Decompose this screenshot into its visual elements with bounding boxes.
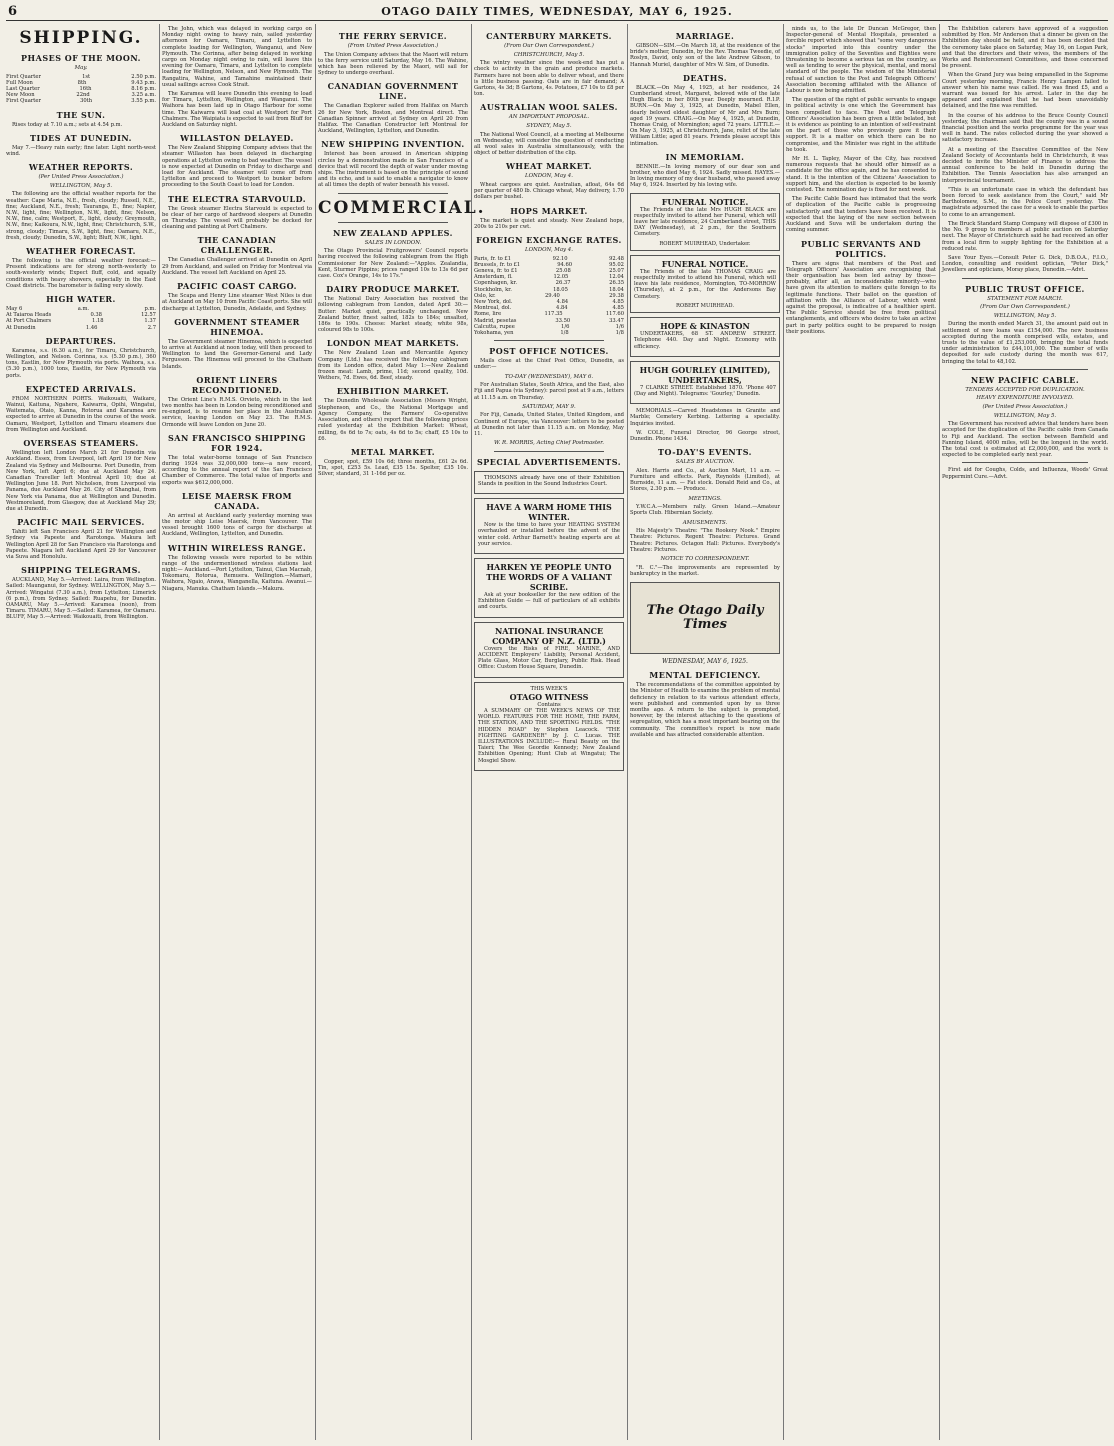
- notice-text: GIBSON—SIM.—On March 18, at the residence of the bride's mother, Dunedin, by the Rev. Thomas Tweedie, of Roslyn, David, only son of the late Andrew Gibson, to Hannah Muriel, daughter of Mrs W. Sim, of Dunedin.: [630, 43, 780, 68]
- article-heading: THE ELECTRA STARVOULD.: [167, 193, 307, 204]
- dateline: LONDON, May 4.: [525, 173, 573, 180]
- advertisement: HARKEN YE PEOPLE UNTO THE WORDS OF A VALIANT SCRIBE. Ask at your bookseller for the new edition of the Exhibition Guide — full of particulars of all exhibits and courts.: [474, 558, 624, 618]
- arrivals-text: FROM NORTHERN PORTS. Waikouaiti, Waikare, Wainui, Kaituna, Ngahere, Kaiwarra, Opihi, Wingatui, Waitemata, Otaio, Kanna, Rotorua and Karamea are expected to arrive at Dunedin in the course of the week. Oamaru, Westport, Lyttelton and Timaru steamers due from Wellington and Auckland.: [6, 395, 156, 433]
- article-text: The wintry weather since the week-end has put a check to activity in the grain and produce markets. Farmers have not been able to deliver wheat, and there is little business passing. Oats are in fair demand; A Gartons, 4s 3d; B Gartons, 4s. Potatoes, £7 10s to £8 per ton.: [474, 60, 624, 98]
- article-heading: DAIRY PRODUCE MARKET.: [326, 284, 460, 295]
- moon-table: [6, 74, 156, 105]
- dateline: WELLINGTON, May 5.: [993, 312, 1057, 319]
- article-heading: NEW SHIPPING INVENTION.: [321, 139, 465, 150]
- article-heading: ORIENT LINERS RECONDITIONED.: [191, 374, 283, 395]
- article-text: The Otago Provincial Fruitgrowers' Council reports having received the following cablegram from the High Commissioner for New Zealand:—"Apples. Zealandia, Kent, Sturmer Pippins; prices ranged 10s to 13s 6d per case. Cox's Orange, 14s to 17s.": [318, 248, 468, 280]
- tides-heading: TIDES AT DUNEDIN.: [30, 132, 132, 143]
- article-text: For Australian States, South Africa, and the East, also Fiji and Papua (via Sydney): parcel post at 9 a.m., letters at 11.15 a.m. on Thursday.: [474, 382, 624, 401]
- column-news: [942, 26, 1108, 1440]
- article-sub: SALES IN LONDON.: [364, 239, 422, 246]
- article-text: For Fiji, Canada, United States, United Kingdom, and Continent of Europe, via Vancouver: letters to be posted at Dunedin not later than 11.15 a.m. on Monday, May 11.: [474, 412, 624, 438]
- tides-text: May 7.—Heavy rain early; fine later. Light north-west wind.: [6, 144, 156, 158]
- article-text: The Canadian Challenger arrived at Dunedin on April 29 from Auckland, and sailed on Friday for Montreal via Auckland. The vessel left Auckland on April 25.: [162, 257, 312, 276]
- article-heading: FOREIGN EXCHANGE RATES.: [476, 235, 622, 246]
- divider: [494, 451, 604, 452]
- table-row: New York, dol. 4.84 4.85: [474, 299, 624, 306]
- table-row: Paris, fr. to £1 92.10 92.48: [474, 255, 624, 262]
- table-row: New Moon 22nd 3.25 a.m.: [6, 92, 156, 99]
- sun-heading: THE SUN.: [56, 109, 106, 120]
- editorial-text: The question of the right of public servants to engage in political activity is one which the Government has been compelled to face. The Post and Telegraph Officers' Association has been given a little belated, but it is evidence as pointing to an intention of self-restraint on the part of those who previously gave it their support. It is a matter on which there can be no compromise, and the Minister was right in the attitude he took.: [786, 97, 936, 153]
- notice-text: BENNIE.—In loving memory of our dear son and brother, who died May 6, 1924. Sadly missed. HAYES.—In loving memory of my dear husband, who passed away May 6, 1924. Inserted by his loving wife.: [630, 163, 780, 189]
- table-row: Amsterdam, fl. 12.05 12.04: [474, 274, 624, 281]
- article-heading: WITHIN WIRELESS RANGE.: [167, 542, 307, 553]
- editorial-text: The Pacific Cable Board has intimated that the work of duplication of the Pacific cable is progressing satisfactorily and that tenders have been received. It is expected that the laying of the new section between Auckland and Suva will be undertaken during the coming summer.: [786, 196, 936, 234]
- vignette-title: The Otago Daily Times: [646, 602, 764, 632]
- dateline: WELLINGTON, May 5.: [993, 412, 1057, 419]
- article-sub: AN IMPORTANT PROPOSAL.: [508, 114, 590, 121]
- article-sub: SALES BY AUCTION.: [675, 459, 735, 466]
- post-day: TO-DAY (WEDNESDAY), MAY 6.: [504, 373, 594, 380]
- article-heading: THE CANADIAN CHALLENGER.: [197, 235, 277, 256]
- article-text: The National Wool Council, at a meeting at Melbourne on Wednesday, will consider the question of conducting all wool sales in Australia simultaneously, with the object of better distribution of the clip.: [474, 131, 624, 157]
- pacific-mail-heading: PACIFIC MAIL SERVICES.: [17, 517, 145, 528]
- news-paragraph: When the Grand Jury was being empanelled in the Supreme Court yesterday morning, Francis Henry Lampen failed to answer when his name was called. He was fined £5, and a warrant was issued for his arrest. Later in the day he appeared and explained that he had been unavoidably detained, and the fine was remitted.: [942, 72, 1108, 110]
- article-text: His Majesty's Theatre: "The Rookery Nook." Empire Theatre: Pictures. Regent Theatre: Pictures. Grand Theatre: Pictures. Octagon Hall: Pictures. Everybody's Theatre: Pictures.: [630, 528, 780, 553]
- article-sub: (From Our Own Correspondent.): [504, 43, 594, 49]
- article-text: The Canadian Explorer sailed from Halifax on March 26 for New York, Boston, and Montreal direct. The Canadian Spinner arrived at Sydney on April 20 from Halifax. The Canadian Constructor left Montreal for Auckland, Wellington, Lyttelton, and Dunedin.: [318, 103, 468, 135]
- exchange-table: [474, 256, 624, 337]
- divider: [494, 340, 604, 341]
- table-row: Rome, lire 117.35 117.60: [474, 311, 624, 318]
- arrivals-heading: EXPECTED ARRIVALS.: [25, 383, 137, 394]
- editorial-date: WEDNESDAY, MAY 6, 1925.: [662, 657, 748, 665]
- article-heading: EXHIBITION MARKET.: [336, 386, 450, 397]
- article-heading: WILLASTON DELAYED.: [180, 133, 294, 144]
- section-title-commercial: COMMERCIAL.: [318, 197, 486, 218]
- article-text: The Government steamer Hinemoa, which is expected to arrive at Auckland at noon today, will then proceed to Wellington to land the Governor-General and Lady Fergusson. The Hinemoa will proceed to the Chatham Islands.: [162, 338, 312, 370]
- post-day: SATURDAY, MAY 9.: [522, 403, 576, 410]
- article-text: The Greek steamer Electra Starvould is expected to be clear of her cargo of hardwood sleepers at Dunedin on Thursday. The vessel will probably be docked for cleaning and painting at Port Chalmers.: [162, 205, 312, 231]
- weather-sub: (Per United Press Association.): [38, 174, 124, 181]
- funeral-notice: FUNERAL NOTICE. The Friends of the late Mrs HUGH BLACK are respectfully invited to attend her Funeral, which will leave her late residence, 24 Cumberland street, THIS DAY (Wednesday), at 2 p.m., for the Southern Cemetery. ROBERT MUIRHEAD, Undertaker.: [630, 193, 780, 251]
- news-paragraph: At a meeting of the Executive Committee of the New Zealand Society of Accountants held in Christchurch, it was decided to invite the Minister of Finance to address the annual conference to be held in Dunedin during the Exhibition. The Tennis Association has also arranged an interprovincial tournament.: [942, 146, 1108, 184]
- divider: [338, 222, 448, 223]
- article-heading: LONDON MEAT MARKETS.: [326, 338, 460, 349]
- table-row: Geneva, fr. to £1 25.08 25.07: [474, 268, 624, 275]
- table-row: Last Quarter 16th 8.16 p.m.: [6, 86, 156, 92]
- table-row: Yokohama, yen 1/8 1/8: [474, 330, 624, 337]
- forecast-heading: WEATHER FORECAST.: [26, 246, 136, 257]
- masthead-vignette: [630, 582, 780, 654]
- telegrams-text: AUCKLAND, May 5.—Arrived: Laira, from Wellington. Sailed: Maunganui, for Sydney. WELLINGTON, May 5.—Arrived: Wingatui (7.30 a.m.), from Lyttelton; Limerick (6 p.m.), from Sydney. Sailed: Ruapehu, for Dunedin. OAMARU, May 5.—Arrived: Karamea (noon), from Timaru. TIMARU, May 5.—Sailed: Karamea, for Oamaru. BLUFF, May 5.—Arrived: Waikouaiti, from Wellington.: [6, 577, 156, 621]
- article-text: The New Zealand Loan and Mercantile Agency Company (Ltd.) has received the following cablegram from its London office, dated May 1:—New Zealand frozen meat: Lamb, prime, 11d; second quality, 10d. Wethers, 7d. Ewes, 6d. Beef, steady.: [318, 350, 468, 382]
- article-sub: (From United Press Association.): [347, 43, 439, 49]
- advertisement: HAVE A WARM HOME THIS WINTER. Now is the time to have your HEATING SYSTEM overhauled or installed before the advent of the winter cold. Arthur Barnett's heating experts are at your service.: [474, 498, 624, 554]
- advertisement: NATIONAL INSURANCE COMPANY OF N.Z. (LTD.) Covers the Risks of FIRE, MARINE, AND ACCIDENT. Employers' Liability, Personal Accident, Plate Glass, Motor Car, Burglary, Public Risk. Head Office: Custom House Square, Dunedin.: [474, 622, 624, 678]
- article-text: The New Zealand Shipping Company advises that the steamer Willaston has been delayed in discharging operations at Lyttelton owing to bad weather. The vessel is now expected at Dunedin on Friday to discharge and load for Auckland. The steamer will come off from Lyttelton and proceed to Westport to bunker before proceeding to the South Coast to load for London.: [162, 145, 312, 189]
- advertisement: HOPE & KINASTON UNDERTAKERS, 68 ST. ANDREW STREET. Telephone 440. Day and Night. Economy with efficiency.: [630, 317, 780, 357]
- marriage-heading: MARRIAGE.: [675, 31, 735, 41]
- column-shipping-news: [162, 26, 312, 1440]
- article-text: The Scapa and Henry Line steamer West Niles is due at Auckland on May 10 from Pacific Coast ports. She will discharge at Lyttelton, Dunedin, Adelaide, and Sydney.: [162, 293, 312, 312]
- deaths-heading: DEATHS.: [682, 72, 728, 83]
- table-row: Calcutta, rupee 1/6 1/6: [474, 323, 624, 330]
- dateline: CHRISTCHURCH, May 5.: [513, 51, 585, 58]
- table-row: At Port Chalmers 1.18 1.37: [6, 318, 156, 325]
- article-heading: WHEAT MARKET.: [505, 161, 593, 172]
- news-paragraph: Save Your Eyes.—Consult Peter G. Dick, D.B.O.A., F.I.O., London, consulting and resident optician, "Peter Dick," Jewellers and opticians, Moray place, Dunedin.—Advt.: [942, 254, 1108, 274]
- article-text: Mails close at the Chief Post Office, Dunedin, as under:—: [474, 358, 624, 371]
- weather-dateline: WELLINGTON, May 5.: [49, 182, 113, 189]
- divider: [962, 462, 1088, 463]
- article-heading: GOVERNMENT STEAMER HINEMOA.: [174, 316, 300, 337]
- column-rule: [939, 24, 940, 1440]
- section-title-shipping: SHIPPING.: [19, 28, 143, 48]
- news-paragraph: The Bruck Standard Stamp Company will dispose of £300 in the No. 9 group to members at public auction on Saturday next. The Mayor of Christchurch said he had received an offer from a local firm to supply lighting for the Exhibition at a reduced rate.: [942, 220, 1108, 252]
- column-rule: [471, 24, 472, 1440]
- article-text: The National Dairy Association has received the following cablegram from London, dated April 30:—Butter: Market quiet, practically unchanged. New Zealand butter, finest salted, 182s to 184s; unsalted, 186s to 190s. Cheese: Market steady, white 98s, coloured 98s to 100s.: [318, 296, 468, 334]
- article-sub: (Per United Press Association.): [982, 403, 1068, 410]
- funeral-notice: FUNERAL NOTICE. The Friends of the late THOMAS CRAIG are respectfully invited to attend his Funeral, which will leave his late residence, Mornington, TO-MORROW (Thursday), at 2 p.m., for the Andersons Bay Cemetery. ROBERT MUIRHEAD.: [630, 255, 780, 313]
- column-rule: [783, 24, 784, 1440]
- article-heading: PACIFIC COAST CARGO.: [177, 281, 297, 292]
- notice-text: BLACK.—On May 4, 1925, at her residence, 24 Cumberland street, Margaret, beloved wife of the late Hugh Black; in her 80th year. Deeply mourned. R.I.P. BURN.—On May 3, 1925, at Dunedin, Mabel Ellen, dearly beloved eldest daughter of Mr and Mrs Burn; aged 19 years. CRAIG.—On May 4, 1925, at Dunedin, Thomas Craig, of Mornington; aged 72 years. LITTLE.—On May 3, 1925, at Christchurch, Jane, relict of the late William Little; aged 81 years. Friends please accept this intimation.: [630, 84, 780, 147]
- article-heading: AUSTRALIAN WOOL SALES.: [480, 102, 618, 113]
- dateline: SYDNEY, May 5.: [526, 123, 572, 129]
- divider: [962, 369, 1088, 370]
- editorial-text: The recommendations of the committee appointed by the Minister of Health to examine the problem of mental deficiency in relation to its various attendant effects, were published and commented upon by us three months ago. A return to the subject is prompted, however, by the interest attaching to the questions of segregation, which has a most important bearing on the community. The committee's report is now made available and has attracted considerable attention.: [630, 682, 780, 738]
- divider: [338, 193, 448, 194]
- editorial-text: ninds us, to the late Dr Duncan McGregor, then Inspector-general of Mental Hospitals, presented a forcible report which showed that "some very dangerous stocks" imported into this country under the immigration policy of the Seventies and Eighties were threatening to become a serious tax on the country, as well as tending to sever the physical, mental, and moral standard of the people. The wisdom of the Ministerial refusal of sanction to the Post and Telegraph Officers' Association becoming affiliated with the Alliance of Labour is now being admitted.: [786, 26, 936, 95]
- column-commercial: [318, 26, 486, 1440]
- article-text: The Government has received advice that tenders have been accepted for the duplication of the Pacific cable from Canada to Fiji and Auckland. The section between Bamfield and Fanning Island, 4000 miles, will be the longest in the world. The total cost is estimated at £2,000,000, and the work is expected to be completed early next year.: [942, 421, 1109, 459]
- table-row: Brussels, fr. to £1 94.60 95.02: [474, 261, 624, 268]
- news-paragraph: The Exhibition caterers have approved of a suggestion submitted by Hon. Mr Anderson that a dinner be given on the Exhibition day should be held, and it has been decided that the ceremony take place on Saturday, May 16, on Logan Park, and that the directors and their wives, the members of the Works and Reinforcement Committees, and those concerned be present.: [942, 26, 1108, 70]
- table-row: First Quarter 30th 3.55 p.m.: [6, 98, 156, 105]
- article-heading: THE FERRY SERVICE.: [338, 31, 448, 41]
- sun-text: Rises today at 7.10 a.m.; sets at 4.54 p.m.: [12, 121, 123, 128]
- article-sub: MEETINGS.: [688, 495, 722, 502]
- table-row: First Quarter 1st 2.50 p.m.: [6, 73, 156, 80]
- advertisement-otago-witness: THIS WEEK'S OTAGO WITNESS Contains A SUMMARY OF THE WEEK'S NEWS OF THE WORLD. FEATURES FOR THE HOME, THE FARM, THE STATION, AND THE SPORTING FIELDS. "THE HIDDEN ROAD" by Stephen Leacock. "THE FIGHTING GARDENER" by J. C. Lucas. THE ILLUSTRATIONS INCLUDE:— Rural Beauty on the Taieri; The Wee Geordie Kennedy; New Zealand Exhibition Opening; Hunt Club at Wingatui; The Mosgiel Show.: [474, 682, 624, 771]
- forecast-text: The following is the official weather forecast:—Present indications are for strong north-westerly to south-westerly winds; Expect fluff, cold, and squally conditions with heavy showers, especially in the East Coast districts. The barometer is falling very slowly.: [6, 258, 156, 289]
- column-shipping: [6, 26, 156, 1440]
- table-row: Oslo, kr. 29.40 29.38: [474, 292, 624, 299]
- editorial-text: There are signs that members of the Post and Telegraph Officers' Association are recognising that their organisation has been led astray by those—probably, after all, an inconsiderable minority—who have given its attention to matters quite foreign to its legitimate functions. Their ballot on the question of affiliation with the Alliance of Labour, which went against the proposal, is indicative of a healthier spirit. The Public Service should be free from political entanglements, and officers who desire to take an active part in party politics ought to be prepared to resign their positions.: [786, 260, 936, 335]
- article-heading: NEW ZEALAND APPLES.: [333, 227, 453, 238]
- article-text: The Dunedin Wholesale Association (Messrs Wright, Stephenson, and Co., the National Mortgage and Agency Company, the Farmers' Co-operative Association, and others) report that the following prices ruled yesterday at the Exhibition Market: Wheat, milling, 6s 6d to 7s; oats, 4s 6d to 5s; chaff, £5 10s to £6.: [318, 398, 468, 442]
- article-text: Interest has been aroused in American shipping circles by a demonstration made in San Francisco of a device that will record the depth of water under moving ships. The instrument is based on the principle of sound and its echo, and is said to enable a navigator to know at all times the depth of water beneath his vessel.: [318, 151, 468, 189]
- high-water-heading: HIGH WATER.: [46, 294, 116, 305]
- weather-text: The following are the official weather reports for the weather: Cape Maria, N.E., fresh, cloudy; Russell, N.E., fine; Auckland, N.E., fresh; Tauranga, E., fine; Napier, N.W., light, fine; Wellington, N.W., light, fine; Nelson, N.W., fine, calm; Westport, E., light, cloudy; Greymouth, N.W., fine; Kaikoura, N.W., light, fine; Christchurch, S.W., strong, cloudy; Timaru, S.W., light, fine; Oamaru, N.E., fresh, cloudy; Dunedin, S.W., light; Bluff, N.W., light.: [6, 191, 156, 241]
- high-water-table: [6, 306, 156, 331]
- table-row: At Taiaroa Heads 0.38 12.57: [6, 312, 156, 319]
- article-heading: CANADIAN GOVERNMENT LINE.: [327, 81, 459, 102]
- table-row: Madrid, pesetas 33.50 33.47: [474, 317, 624, 324]
- overseas-text: Wellington left London March 21 for Dunedin via Auckland. Essex, from Liverpool, left April 19 for New Zealand via Sydney and Melbourne. Port Dunedin, from New York, left April 6; due at Auckland May 24. Canadian Traveller left Montreal April 10; due at Wellington June 18. Port Nicholson, from Liverpool via Panama, due Auckland May 26. City of Shanghai, from New York via Panama, due at Wellington and Dunedin. Westmoreland, from Glasgow, due at Auckland May 29; due at Dunedin.: [6, 450, 156, 512]
- post-office-heading: POST OFFICE NOTICES.: [489, 346, 609, 357]
- article-text: An arrival at Auckland early yesterday morning was the motor ship Leise Maersk, from Vancouver. The vessel brought 1600 tons of cargo for discharge at Auckland, Wellington, Lyttelton, and Dunedin.: [162, 512, 312, 538]
- article-sub: (From Our Own Correspondent.): [980, 304, 1070, 311]
- departures-text: Karamea, s.s. (6.30 a.m.), for Timaru, Christchurch, Wellington, and Nelson. Corinna, s.s. (5.30 p.m.), 360 tons, Eastlin, for New Plymouth via ports. Waihora, s.s. (5.30 p.m.), 1000 tons, Eastlin, for New Plymouth via ports.: [6, 347, 156, 379]
- column-rule: [315, 24, 316, 1440]
- article-text: Y.W.C.A.—Members rally. Green Island.—Amateur Sports Club. Hibernian Society.: [630, 504, 780, 517]
- column-editorial: [786, 26, 936, 1440]
- article-text: Wheat cargoes are quiet. Australian, afloat, 64s 6d per quarter of 480 lb. Chicago wheat, May delivery, 1.70 dollars per bushel.: [474, 182, 624, 201]
- table-row: Copenhagen, kr. 26.37 26.35: [474, 280, 624, 287]
- column-rule: [627, 24, 628, 1440]
- pacific-cable-heading: NEW PACIFIC CABLE.: [970, 374, 1080, 385]
- column-rule: [159, 24, 160, 1440]
- article-heading: PUBLIC SERVANTS AND POLITICS.: [800, 238, 922, 259]
- departures-heading: DEPARTURES.: [45, 335, 117, 346]
- article-text: The John, which was delayed in working cargo on Monday night owing to heavy rain, sailed yesterday afternoon for Oamaru, Timaru, and Lyttelton to complete loading for Wellington, Wanganui, and New Plymouth. The Corinna, after being delayed in working cargo on Monday night owing to rain, will leave this evening for Oamaru, Timaru, and Lyttelton to complete loading for Wellington, Nelson, and New Plymouth. The Rangatira, Wahine, and Tamahine maintained their usual sailings across Cook Strait.: [162, 26, 312, 88]
- table-row: May 6 a.m. p.m.: [6, 306, 156, 313]
- table-row: Stockholm, kr. 18.05 18.04: [474, 286, 624, 293]
- advertisement-text: W. COLE, Funeral Director, 96 George street, Dunedin. Phone 1434.: [630, 429, 780, 442]
- article-sub: AMUSEMENTS.: [682, 519, 728, 526]
- advertisement: HUGH GOURLEY (LIMITED), UNDERTAKERS, 7 CLARKE STREET. Established 1870. 'Phone 407 (Day and Night). Telegrams: 'Gourley,' Dunedin.: [630, 361, 780, 404]
- article-sub: NOTICE TO CORRESPONDENT.: [660, 555, 750, 562]
- moon-heading: PHASES OF THE MOON.: [21, 53, 141, 63]
- advertisement: THOMSONS already have one of their Exhibition Stands in position in the Sound Industries Court.: [474, 471, 624, 494]
- todays-events-heading: TO-DAY'S EVENTS.: [658, 447, 752, 458]
- article-text: The Union Company advises that the Maori will return to the ferry service until Saturday, May 16. The Wahine, which has been relieved by the Maori, will sail for Sydney to undergo overhaul.: [318, 51, 468, 77]
- article-text: The Orient Line's R.M.S. Orvieto, which in the last two months has been in London being reconditioned and re-engined, is to resume her place in the Australian service, leaving London on May 23. The R.M.S. Ormonde will leave London on June 20.: [162, 396, 312, 428]
- dateline: LONDON, May 4.: [525, 247, 573, 254]
- advertisement-text: MEMORIALS.—Carved Headstones in Granite and Marble; Cemetery Kerbing. Lettering a speciality. Inquiries invited.: [630, 408, 780, 427]
- memoriam-heading: IN MEMORIAM.: [665, 151, 745, 162]
- article-text: During the month ended March 31, the amount paid out in settlement of new loans was £154,000. The new business accepted during the month comprised wills, estates, and trusts to the value of £1,253,000, bringing the total funds under administration to £44,101,000. The number of wills deposited for safe custody during the month was 617, bringing the total to 48,102.: [942, 321, 1108, 365]
- article-heading: CANTERBURY MARKETS.: [486, 31, 612, 41]
- article-text: The market is quiet and steady. New Zealand hops, 200s to 210s per cwt.: [474, 217, 624, 230]
- article-sub: STATEMENT FOR MARCH.: [987, 295, 1063, 302]
- article-text: The total water-borne tonnage of San Francisco during 1924 was 32,000,000 tons—a new record, according to the annual report of the San Francisco Chamber of Commerce. The total value of imports and exports was $612,000,000.: [162, 454, 312, 486]
- editorial-text: Mr H. L. Tapley, Mayor of the City, has received numerous requests that he should offer himself as a candidate for the office again, and he has consented to stand. It is the intention of the Citizens' Association to support him, and the election is expected to be keenly contested. The nomination day is fixed for next week.: [786, 156, 936, 194]
- page-header: [0, 0, 1114, 22]
- article-sub: HEAVY EXPENDITURE INVOLVED.: [976, 395, 1074, 402]
- table-row: At Dunedin 1.46 2.7: [6, 324, 156, 331]
- article-text: The Karamea will leave Dunedin this evening to load for Timaru, Lyttelton, Wellington, and Wanganui. The Waihora has been laid up in Otago Harbour for some time. The Kaiwarra will load coal at Westport for Port Chalmers. The Waipiata is expected to sail from Bluff for Auckland on Saturday night.: [162, 91, 312, 129]
- editorial-heading: MENTAL DEFICIENCY.: [649, 670, 761, 681]
- moon-month: May.: [74, 65, 88, 71]
- article-heading: SAN FRANCISCO SHIPPING FOR 1924.: [168, 432, 306, 453]
- header-rule: [6, 20, 1108, 21]
- special-ads-heading: SPECIAL ADVERTISEMENTS.: [477, 456, 621, 467]
- article-text: Alex. Harris and Co., at Auction Mart, 11 a.m. — Furniture and effects. Park, Reynolds (Limited), at Burnside, 11 a.m. — Fat stock. Donald Reid and Co., at Stores, 2.30 p.m. — Produce.: [630, 467, 780, 493]
- article-heading: HOPS MARKET.: [510, 205, 588, 216]
- telegrams-heading: SHIPPING TELEGRAMS.: [21, 565, 141, 576]
- masthead: OTAGO DAILY TIMES, WEDNESDAY, MAY 6, 1925.: [381, 5, 733, 18]
- divider: [962, 278, 1088, 279]
- article-text: "R. C."—The improvements are represented by bankruptcy in the market.: [630, 564, 780, 577]
- article-heading: METAL MARKET.: [350, 446, 436, 457]
- article-text: Copper, spot, £59 10s 6d; three months, £61 2s 6d. Tin, spot, £253 5s. Lead, £35 15s. Spelter, £35 10s. Silver, standard, 31 1-16d per oz.: [318, 458, 468, 478]
- page-number: 6: [8, 4, 18, 19]
- table-row: Full Moon 8th 9.43 p.m.: [6, 79, 156, 86]
- post-sign: W. R. MORRIS, Acting Chief Postmaster.: [493, 440, 604, 447]
- news-paragraph: In the course of his address to the Bruce County Council yesterday, the chairman said that the county was in a sound financial position and the works programme for the year was well in hand. The rates collected during the year showed a satisfactory increase.: [942, 112, 1108, 144]
- article-sub: TENDERS ACCEPTED FOR DUPLICATION.: [965, 386, 1085, 393]
- pacific-mail-text: Tahiti left San Francisco April 21 for Wellington and Sydney via Papeete and Rarotonga. Makura left Wellington April 28 for San Francisco via Rarotonga and Papeete. Niagara left Auckland April 29 for Vancouver via Suva and Honolulu.: [6, 529, 156, 560]
- table-row: Montreal, dol. 4.84 4.85: [474, 305, 624, 312]
- overseas-heading: OVERSEAS STEAMERS.: [23, 438, 139, 449]
- column-markets-post: [474, 26, 624, 1440]
- article-heading: LEISE MAERSK FROM CANADA.: [181, 490, 293, 511]
- public-trust-heading: PUBLIC TRUST OFFICE.: [965, 283, 1085, 294]
- column-notices: [630, 26, 780, 1440]
- weather-heading: WEATHER REPORTS.: [28, 162, 134, 173]
- news-paragraph: "This is an unfortunate case in which the defendant has been forced to seek assistance from the Court," said Mr Bartholomew, S.M., in the Police Court yesterday. The magistrate adjourned the case for a week to enable the parties to come to an arrangement.: [942, 186, 1108, 218]
- advertisement-text: First aid for Coughs, Colds, and Influenza, Woods' Great Peppermint Cure.—Advt.: [942, 467, 1108, 480]
- article-text: The following vessels were reported to be within range of the undermentioned wireless stations last night:— Auckland.—Port Lyttelton, Tainui, Clan Macnab, Tokomaru, Rotorua, Remuera. Wellington.—Mamari, Waihora, Ngaio, Arawa, Wanganella, Kaituna. Awanui.—Niagara, Manuka. Chatham Islands.—Makura.: [162, 554, 312, 592]
